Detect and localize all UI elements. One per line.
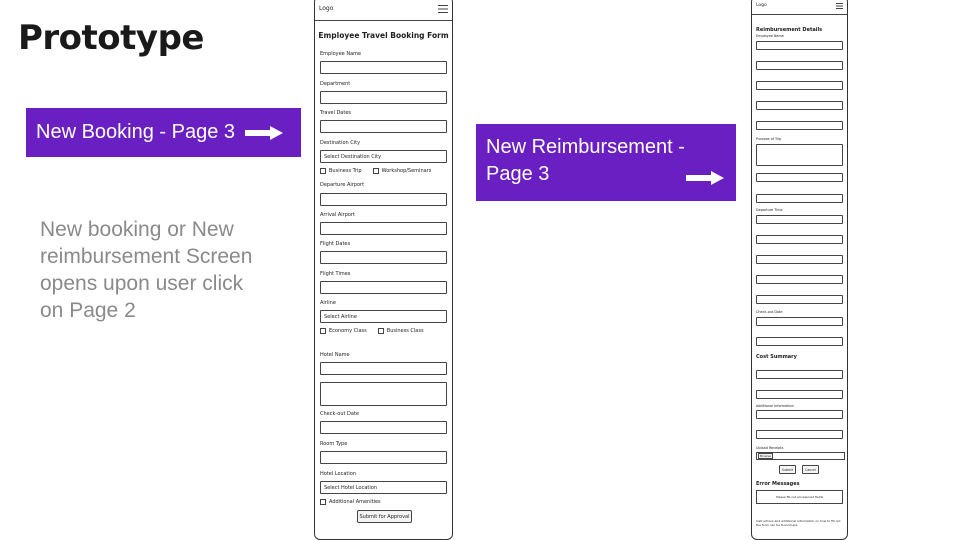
upload-receipts-label: Upload Receipts: [756, 446, 784, 450]
amenities-option: [320, 499, 381, 505]
employee-name-input[interactable]: [756, 41, 843, 50]
economy-class-label: Economy Class: [329, 328, 367, 334]
arrival-airport-label: Arrival Airport: [320, 212, 355, 218]
text-input[interactable]: [756, 173, 843, 182]
airline-label: Airline: [320, 300, 336, 306]
workshop-label: Workshop/Seminars: [381, 168, 432, 174]
travel-dates-label: Travel Dates: [320, 110, 352, 116]
economy-class-checkbox[interactable]: [320, 328, 326, 334]
logo: Logo: [756, 3, 767, 8]
text-input[interactable]: [756, 235, 843, 244]
purpose-textarea[interactable]: [756, 144, 843, 166]
checkout-date-input[interactable]: [320, 421, 447, 434]
hotel-name-label: Hotel Name: [320, 352, 350, 358]
text-input[interactable]: [756, 337, 843, 346]
instructions-footnote: Instructions and additional information on how to fill out the form can be found here.: [756, 519, 841, 527]
arrow-right-icon: [245, 126, 283, 140]
employee-name-label: Employee Name: [320, 51, 362, 57]
amenities-label: Additional Amenities: [329, 499, 381, 505]
trip-type-options: [320, 168, 431, 174]
hotel-name-input[interactable]: [320, 362, 447, 375]
additional-info-label: Additional Information: [756, 404, 794, 408]
submit-button[interactable]: Submit: [779, 465, 796, 474]
employee-name-input[interactable]: [320, 61, 447, 74]
text-input[interactable]: [756, 275, 843, 284]
checkout-date-input[interactable]: [756, 317, 843, 326]
airline-select[interactable]: Select Airline: [320, 310, 447, 323]
business-trip-checkbox[interactable]: [320, 168, 326, 174]
text-input[interactable]: [756, 194, 843, 203]
new-reimbursement-label: [486, 134, 685, 188]
business-trip-label: Business Trip: [329, 168, 362, 174]
cancel-button[interactable]: Cancel: [802, 465, 819, 474]
departure-time-input[interactable]: [756, 215, 843, 224]
departure-time-label: Departure Time: [756, 208, 783, 212]
text-input[interactable]: [756, 61, 843, 70]
hamburger-menu-icon[interactable]: [438, 5, 448, 13]
employee-name-label: Employee Name: [756, 34, 784, 38]
submit-for-approval-button[interactable]: Submit for Approval: [357, 510, 412, 523]
hotel-location-label: Hotel Location: [320, 471, 356, 477]
logo: Logo: [319, 5, 334, 12]
new-booking-label: New Booking - Page 3: [36, 121, 236, 143]
reimbursement-label-line1: New Reimbursement -: [486, 136, 685, 158]
text-input[interactable]: [756, 295, 843, 304]
hotel-details-textarea[interactable]: [320, 382, 447, 406]
checkout-date-label: Check-out Date: [756, 310, 783, 314]
browse-button[interactable]: Browse: [760, 454, 771, 458]
destination-city-label: Destination City: [320, 140, 361, 146]
hotel-location-select[interactable]: Select Hotel Location: [320, 481, 447, 494]
business-class-checkbox[interactable]: [378, 328, 384, 334]
new-booking-button[interactable]: [26, 108, 301, 157]
text-input[interactable]: [756, 121, 843, 130]
travel-dates-input[interactable]: [320, 120, 447, 133]
note-text: New booking or New reimbursement Screen opens upon user click on Page 2: [40, 218, 253, 322]
form-title: Employee Travel Booking Form: [318, 31, 449, 40]
upload-receipts-input[interactable]: [756, 452, 845, 460]
business-class-label: Business Class: [386, 328, 424, 334]
reimbursement-label-line2: Page 3: [486, 163, 550, 185]
booking-form-mockup: [314, 0, 453, 540]
cost-input[interactable]: [756, 390, 843, 399]
cost-summary-heading: Cost Summary: [756, 354, 797, 360]
room-type-label: Room Type: [320, 441, 348, 447]
amenities-checkbox[interactable]: [320, 499, 326, 505]
flight-times-label: Flight Times: [320, 271, 351, 277]
new-reimbursement-button[interactable]: [476, 124, 736, 201]
text-input[interactable]: [756, 255, 843, 264]
mockup-header: [315, 0, 452, 21]
room-type-input[interactable]: [320, 451, 447, 464]
arrow-right-icon: [686, 171, 724, 185]
class-options: [320, 328, 424, 334]
mockup-header: [752, 0, 847, 15]
flight-dates-input[interactable]: [320, 251, 447, 264]
error-message: Please fill out all required fields: [756, 490, 843, 504]
purpose-label: Purpose of Trip: [756, 137, 782, 141]
departure-airport-input[interactable]: [320, 193, 447, 206]
page-title: Prototype: [18, 18, 204, 58]
error-messages-heading: Error Messages: [756, 481, 800, 487]
text-input[interactable]: [756, 430, 843, 439]
flight-times-input[interactable]: [320, 281, 447, 294]
workshop-checkbox[interactable]: [373, 168, 379, 174]
department-label: Department: [320, 81, 351, 87]
additional-info-input[interactable]: [756, 410, 843, 419]
reimbursement-details-heading: Reimbursement Details: [756, 27, 823, 33]
arrival-airport-input[interactable]: [320, 222, 447, 235]
text-input[interactable]: [756, 81, 843, 90]
cost-input[interactable]: [756, 370, 843, 379]
departure-airport-label: Departure Airport: [320, 182, 365, 188]
text-input[interactable]: [756, 101, 843, 110]
checkout-date-label: Check-out Date: [320, 411, 360, 417]
hamburger-menu-icon[interactable]: [836, 3, 843, 9]
reimbursement-form-mockup: [751, 0, 848, 540]
destination-city-select[interactable]: Select Destination City: [320, 150, 447, 163]
flight-dates-label: Flight Dates: [320, 241, 351, 247]
department-input[interactable]: [320, 91, 447, 104]
